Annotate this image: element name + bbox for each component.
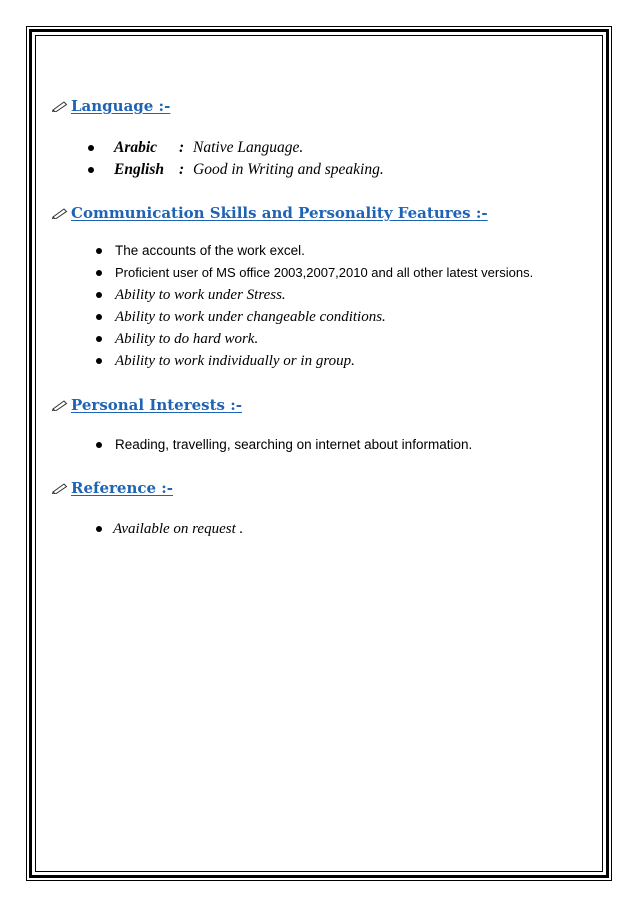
bullet-icon: [88, 167, 94, 173]
bullet-icon: [96, 314, 102, 320]
pencil-icon: [52, 207, 68, 219]
list-item-text: Ability to work individually or in group.: [115, 353, 355, 369]
list-item-text: Ability to work under changeable conditions.: [115, 309, 386, 325]
bullet-icon: [96, 248, 102, 254]
pencil-icon: [52, 482, 68, 494]
pencil-icon: [52, 399, 68, 411]
interests-heading-text: Personal Interests :-: [71, 396, 242, 414]
bullet-icon: [96, 442, 102, 448]
language-heading-text: Language :-: [71, 97, 171, 115]
bullet-icon: [96, 526, 102, 532]
language-separator: :: [179, 161, 185, 178]
interests-heading: [52, 396, 242, 414]
language-level: Native Language.: [193, 139, 304, 156]
language-heading: [52, 97, 170, 115]
bullet-icon: [88, 145, 94, 151]
bullet-icon: [96, 336, 102, 342]
communication-heading-text: Communication Skills and Personality Features :-: [71, 204, 488, 222]
language-name: Arabic: [114, 139, 158, 156]
language-level: Good in Writing and speaking.: [193, 161, 384, 178]
language-separator: :: [179, 139, 185, 156]
list-item-text: Proficient user of MS office 2003,2007,2010 and all other latest versions.: [115, 265, 534, 280]
language-name: English: [114, 161, 164, 178]
reference-heading: [52, 479, 173, 497]
pencil-icon: [52, 100, 68, 112]
reference-heading-text: Reference :-: [71, 479, 174, 497]
list-item-text: The accounts of the work excel.: [115, 243, 305, 258]
communication-heading: [52, 204, 488, 222]
list-item-text: Ability to do hard work.: [115, 331, 259, 347]
list-item-text: Reading, travelling, searching on internet about information.: [115, 437, 473, 452]
bullet-icon: [96, 358, 102, 364]
list-item-text: Available on request .: [113, 521, 244, 537]
list-item-text: Ability to work under Stress.: [115, 287, 286, 303]
bullet-icon: [96, 292, 102, 298]
bullet-icon: [96, 270, 102, 276]
